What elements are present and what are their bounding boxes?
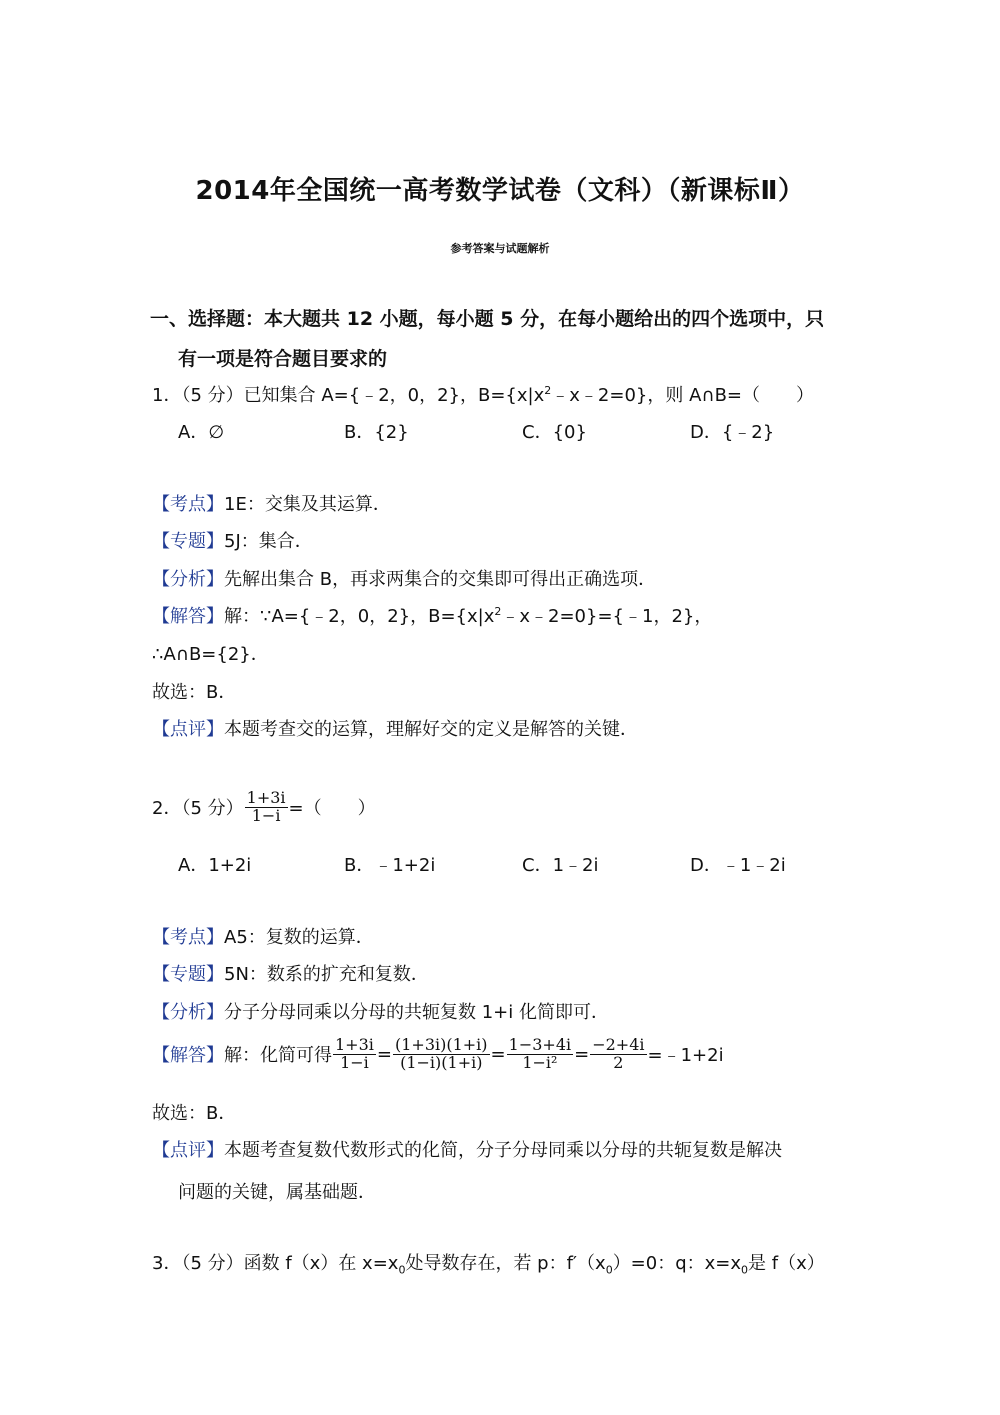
q2-jieda-result: =﹣1+2i [647, 1045, 724, 1067]
q2-guxuan: 故选：B． [152, 1103, 237, 1124]
q1-jieda-line2: ∴A∩B={2}． [152, 644, 269, 665]
section-heading-line1: 一、选择题：本大题共 12 小题，每小题 5 分，在每小题给出的四个选项中，只 [150, 308, 825, 330]
q2-f1-den: 1−i [340, 1052, 369, 1072]
q2-option-a: A．1+2i [178, 855, 252, 876]
q3-text-b: 处导数存在，若 p：f′（x [405, 1253, 606, 1274]
q2-dianping-line2: 问题的关键，属基础题． [178, 1182, 376, 1203]
q2-kaodian [152, 923, 374, 949]
q2-f3-den: 1−i² [522, 1052, 558, 1072]
q3-text-c: ）=0：q：x=x [612, 1253, 742, 1274]
q2-jieda-prefix: 解：化简可得 [224, 1045, 332, 1067]
q1-kaodian [152, 490, 391, 516]
q2-stem [152, 790, 376, 825]
q2-jieda [152, 1037, 724, 1072]
q3-stem [152, 1249, 825, 1277]
q1-stem [152, 381, 814, 407]
q1-fenxi-tag: 【分析】 [152, 569, 224, 590]
q3-sub-1: 0 [398, 1263, 406, 1277]
q3-sub-2: 0 [605, 1263, 613, 1277]
q2-f4-den: 2 [613, 1052, 624, 1072]
q1-fenxi [152, 565, 656, 591]
q2-eq-3: = [574, 1043, 590, 1065]
section-heading-line2: 有一项是符合题目要求的 [178, 348, 388, 370]
q2-f1-num: 1+3i [335, 1035, 374, 1054]
q2-zhuanti-text: 5N：数系的扩充和复数． [224, 964, 429, 985]
q3-text-d: 是 f（x） [748, 1253, 825, 1274]
q2-zhuanti [152, 960, 429, 986]
q2-dianping [152, 1136, 782, 1162]
q2-option-b: B．﹣1+2i [344, 855, 436, 876]
q2-fenxi-text: 分子分母同乘以分母的共轭复数 1+i 化简即可． [224, 1002, 609, 1023]
q2-stem-frac-num: 1+3i [246, 788, 286, 807]
q1-kaodian-tag: 【考点】 [152, 494, 224, 515]
q1-stem-end: ﹣x﹣2=0}，则 A∩B=（ ） [551, 385, 814, 406]
q2-fenxi [152, 998, 609, 1024]
q1-stem-sup: 2 [544, 384, 552, 397]
q1-fenxi-text: 先解出集合 B，再求两集合的交集即可得出正确选项． [224, 569, 657, 590]
q3-text-a: 3．（5 分）函数 f（x）在 x=x [152, 1253, 399, 1274]
q2-f2-den: (1−i)(1+i) [400, 1052, 483, 1072]
q1-jieda-text-b: ﹣x﹣2=0}={﹣1，2}， [501, 606, 713, 627]
q2-stem-fraction [245, 790, 288, 825]
q2-fenxi-tag: 【分析】 [152, 1002, 224, 1023]
q1-jieda-sup: 2 [494, 605, 502, 618]
q1-option-c: C．{0} [522, 422, 587, 443]
q2-stem-frac-den: 1−i [251, 805, 281, 825]
q2-eq-2: = [490, 1043, 506, 1065]
q2-jieda-fraction-2 [393, 1037, 490, 1072]
q2-f3-num: 1−3+4i [508, 1035, 572, 1054]
q2-eq-1: = [376, 1043, 392, 1065]
q1-zhuanti-tag: 【专题】 [152, 531, 224, 552]
q2-jieda-fraction-4 [590, 1037, 646, 1072]
q2-dianping-text-1: 本题考查复数代数形式的化简，分子分母同乘以分母的共轭复数是解决 [224, 1140, 782, 1161]
q1-stem-text: 1．（5 分）已知集合 A={﹣2，0，2}，B={x|x [152, 385, 545, 406]
q2-kaodian-tag: 【考点】 [152, 927, 224, 948]
q1-guxuan: 故选：B． [152, 682, 237, 703]
q2-jieda-tag: 【解答】 [152, 1045, 224, 1067]
q1-dianping-tag: 【点评】 [152, 719, 224, 740]
q2-stem-suffix: =（ ） [288, 798, 376, 820]
q2-option-c: C．1﹣2i [522, 855, 599, 876]
q1-jieda-tag: 【解答】 [152, 606, 224, 627]
q1-option-d: D．{﹣2} [690, 422, 775, 443]
q2-f2-num: (1+3i)(1+i) [394, 1035, 488, 1054]
q1-dianping [152, 715, 638, 741]
q2-kaodian-text: A5：复数的运算． [224, 927, 374, 948]
q1-zhuanti [152, 527, 313, 553]
q1-zhuanti-text: 5J：集合． [224, 531, 313, 552]
page-subtitle: 参考答案与试题解析 [450, 242, 550, 255]
q1-jieda-text-a: 解：∵A={﹣2，0，2}，B={x|x [224, 606, 495, 627]
q1-jieda [152, 602, 712, 628]
q2-zhuanti-tag: 【专题】 [152, 964, 224, 985]
q3-sub-3: 0 [741, 1263, 749, 1277]
q2-stem-prefix: 2．（5 分） [152, 798, 244, 820]
q2-jieda-fraction-1 [333, 1037, 376, 1072]
q1-kaodian-text: 1E：交集及其运算． [224, 494, 391, 515]
q2-f4-num: −2+4i [592, 1035, 645, 1054]
q2-dianping-tag: 【点评】 [152, 1140, 224, 1161]
page-title: 2014年全国统一高考数学试卷（文科）（新课标Ⅱ） [195, 176, 805, 206]
q2-option-d: D．﹣1﹣2i [690, 855, 786, 876]
q1-option-b: B．{2} [344, 422, 409, 443]
q1-option-a: A．∅ [178, 422, 224, 443]
q1-dianping-text: 本题考查交的运算，理解好交的定义是解答的关键． [224, 719, 638, 740]
q2-jieda-fraction-3 [507, 1037, 573, 1072]
